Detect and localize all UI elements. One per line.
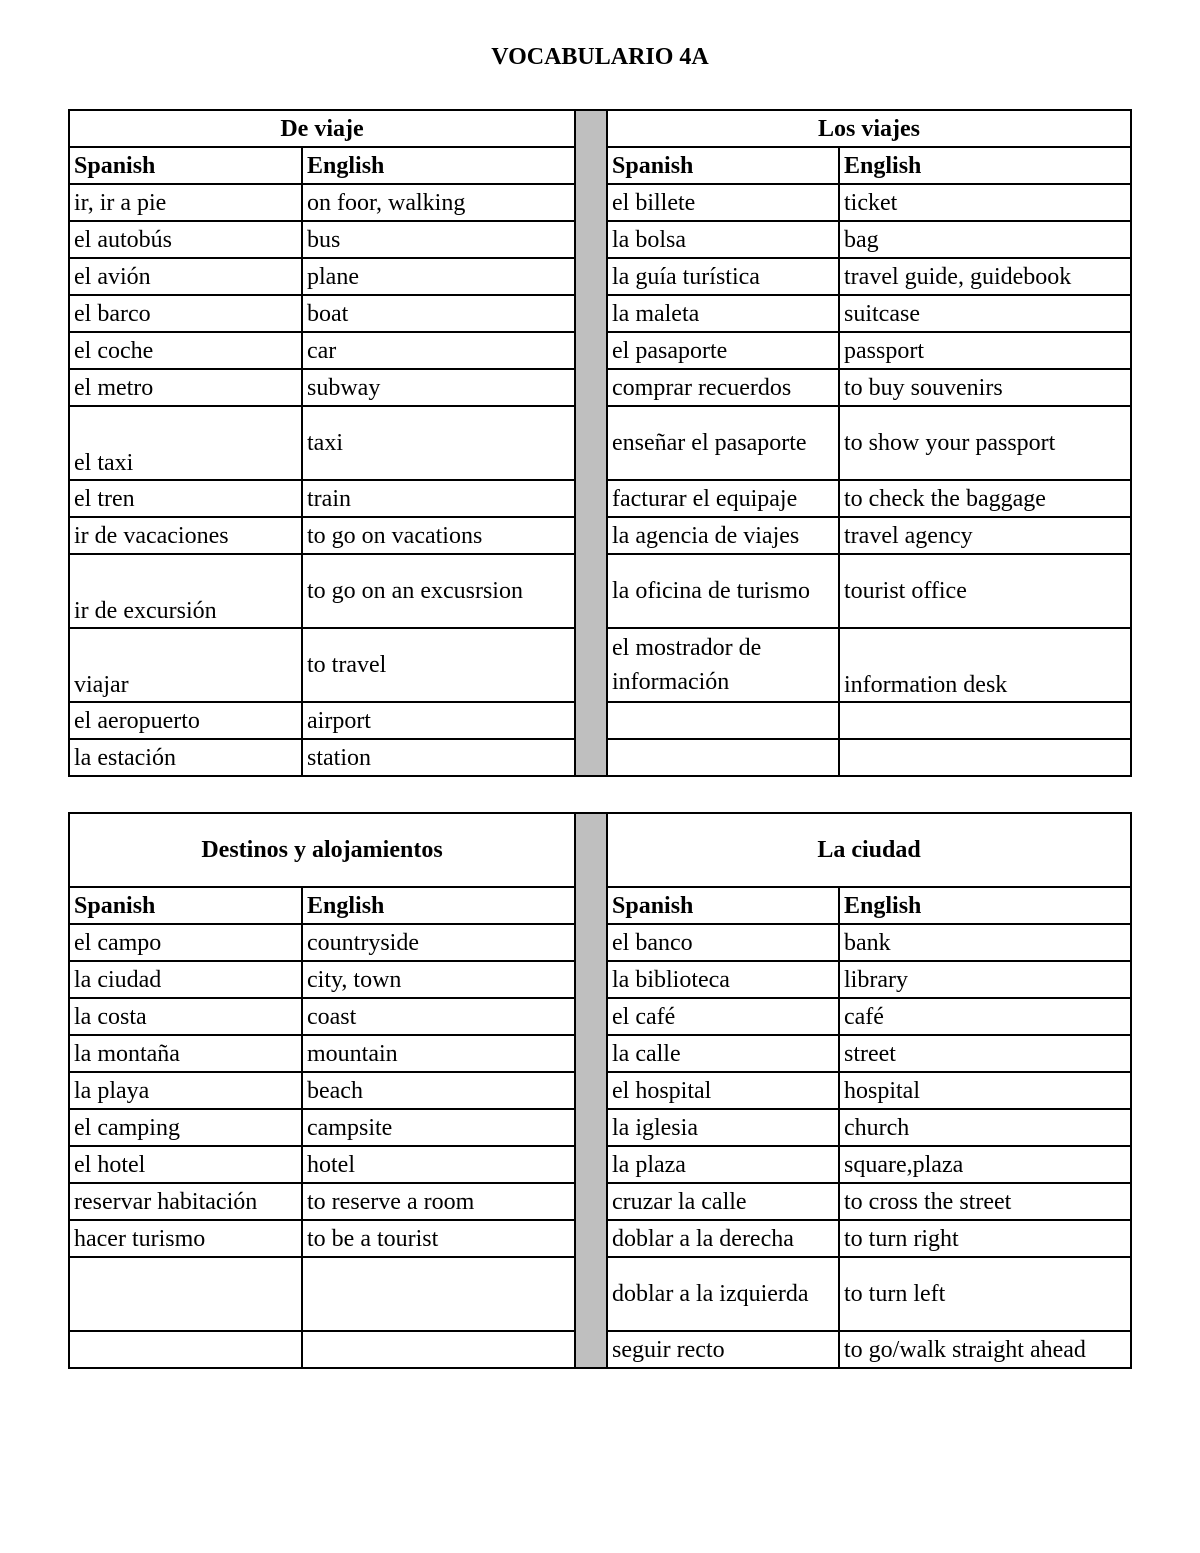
- spanish-term: comprar recuerdos: [607, 369, 839, 406]
- page-title: VOCABULARIO 4A: [491, 44, 709, 70]
- english-term: hotel: [302, 1146, 575, 1183]
- spanish-term: el barco: [69, 295, 302, 332]
- column-header-spanish: Spanish: [607, 147, 839, 184]
- english-term: station: [302, 739, 575, 776]
- english-term: passport: [839, 332, 1131, 369]
- spanish-term: la ciudad: [69, 961, 302, 998]
- english-term: to buy souvenirs: [839, 369, 1131, 406]
- spanish-term: el banco: [607, 924, 839, 961]
- spanish-term: seguir recto: [607, 1331, 839, 1368]
- section-header-row: [69, 110, 1131, 147]
- english-term: ticket: [839, 184, 1131, 221]
- english-term: coast: [302, 998, 575, 1035]
- english-term: to show your passport: [839, 406, 1131, 480]
- column-header-spanish: Spanish: [607, 887, 839, 924]
- english-term: to turn left: [839, 1257, 1131, 1331]
- english-term: taxi: [302, 406, 575, 480]
- spanish-term: [607, 739, 839, 776]
- spanish-term: el aeropuerto: [69, 702, 302, 739]
- english-term: countryside: [302, 924, 575, 961]
- english-term: to check the baggage: [839, 480, 1131, 517]
- english-term: to travel: [302, 628, 575, 702]
- english-term: to go on an excusrsion: [302, 554, 575, 628]
- english-term: bus: [302, 221, 575, 258]
- english-term: to turn right: [839, 1220, 1131, 1257]
- english-term: [839, 739, 1131, 776]
- spanish-term: el avión: [69, 258, 302, 295]
- english-term: hospital: [839, 1072, 1131, 1109]
- spanish-term: reservar habitación: [69, 1183, 302, 1220]
- spanish-term: el hospital: [607, 1072, 839, 1109]
- section-title-la-ciudad: La ciudad: [607, 813, 1131, 887]
- spanish-term: ir de excursión: [69, 554, 302, 628]
- english-term: church: [839, 1109, 1131, 1146]
- spanish-term: la guía turística: [607, 258, 839, 295]
- column-header-english: English: [302, 887, 575, 924]
- spanish-term: la montaña: [69, 1035, 302, 1072]
- spanish-term: el taxi: [69, 406, 302, 480]
- spanish-term: la iglesia: [607, 1109, 839, 1146]
- spanish-term: el pasaporte: [607, 332, 839, 369]
- english-term: to go/walk straight ahead: [839, 1331, 1131, 1368]
- spanish-term: la agencia de viajes: [607, 517, 839, 554]
- spanish-term: el autobús: [69, 221, 302, 258]
- english-term: boat: [302, 295, 575, 332]
- section-header-row: [69, 813, 1131, 887]
- english-term: beach: [302, 1072, 575, 1109]
- english-term: [302, 1257, 575, 1331]
- spanish-term: el tren: [69, 480, 302, 517]
- english-term: travel guide, guidebook: [839, 258, 1131, 295]
- spanish-term: el hotel: [69, 1146, 302, 1183]
- spanish-term: [607, 702, 839, 739]
- spanish-term: el coche: [69, 332, 302, 369]
- spanish-term: el café: [607, 998, 839, 1035]
- spanish-term: ir de vacaciones: [69, 517, 302, 554]
- spanish-term: cruzar la calle: [607, 1183, 839, 1220]
- spanish-term: el campo: [69, 924, 302, 961]
- english-term: [302, 1331, 575, 1368]
- spanish-term: la maleta: [607, 295, 839, 332]
- english-term: airport: [302, 702, 575, 739]
- english-term: to cross the street: [839, 1183, 1131, 1220]
- section-title-los-viajes: Los viajes: [607, 110, 1131, 147]
- english-term: mountain: [302, 1035, 575, 1072]
- spanish-term: el camping: [69, 1109, 302, 1146]
- section-title-destinos: Destinos y alojamientos: [69, 813, 575, 887]
- column-gap: [575, 813, 607, 1368]
- spanish-term: facturar el equipaje: [607, 480, 839, 517]
- english-term: plane: [302, 258, 575, 295]
- english-term: travel agency: [839, 517, 1131, 554]
- spanish-term: enseñar el pasaporte: [607, 406, 839, 480]
- column-gap: [575, 110, 607, 776]
- english-term: bag: [839, 221, 1131, 258]
- column-header-english: English: [839, 887, 1131, 924]
- english-term: square,plaza: [839, 1146, 1131, 1183]
- column-header-spanish: Spanish: [69, 887, 302, 924]
- section-title-de-viaje: De viaje: [69, 110, 575, 147]
- spanish-term: el mostrador de información: [607, 628, 839, 702]
- column-header-spanish: Spanish: [69, 147, 302, 184]
- spanish-term: hacer turismo: [69, 1220, 302, 1257]
- english-term: on foor, walking: [302, 184, 575, 221]
- column-header-english: English: [302, 147, 575, 184]
- column-header-english: English: [839, 147, 1131, 184]
- spanish-term: la costa: [69, 998, 302, 1035]
- spanish-term: la estación: [69, 739, 302, 776]
- spanish-term: la plaza: [607, 1146, 839, 1183]
- spanish-term: la calle: [607, 1035, 839, 1072]
- english-term: suitcase: [839, 295, 1131, 332]
- english-term: subway: [302, 369, 575, 406]
- english-term: to be a tourist: [302, 1220, 575, 1257]
- spanish-term: doblar a la izquierda: [607, 1257, 839, 1331]
- english-term: to go on vacations: [302, 517, 575, 554]
- spanish-term: el billete: [607, 184, 839, 221]
- english-term: bank: [839, 924, 1131, 961]
- spanish-term: la oficina de turismo: [607, 554, 839, 628]
- english-term: [839, 702, 1131, 739]
- spanish-term: ir, ir a pie: [69, 184, 302, 221]
- english-term: library: [839, 961, 1131, 998]
- spanish-term: viajar: [69, 628, 302, 702]
- vocab-table-travel: [68, 109, 1132, 777]
- spanish-term: la playa: [69, 1072, 302, 1109]
- english-term: train: [302, 480, 575, 517]
- vocab-table-places: [68, 812, 1132, 1369]
- spanish-term: [69, 1257, 302, 1331]
- spanish-term: [69, 1331, 302, 1368]
- english-term: to reserve a room: [302, 1183, 575, 1220]
- spanish-term: doblar a la derecha: [607, 1220, 839, 1257]
- spanish-term: la bolsa: [607, 221, 839, 258]
- english-term: café: [839, 998, 1131, 1035]
- english-term: campsite: [302, 1109, 575, 1146]
- english-term: car: [302, 332, 575, 369]
- english-term: city, town: [302, 961, 575, 998]
- spanish-term: la biblioteca: [607, 961, 839, 998]
- spanish-term: el metro: [69, 369, 302, 406]
- english-term: street: [839, 1035, 1131, 1072]
- english-term: information desk: [839, 628, 1131, 702]
- english-term: tourist office: [839, 554, 1131, 628]
